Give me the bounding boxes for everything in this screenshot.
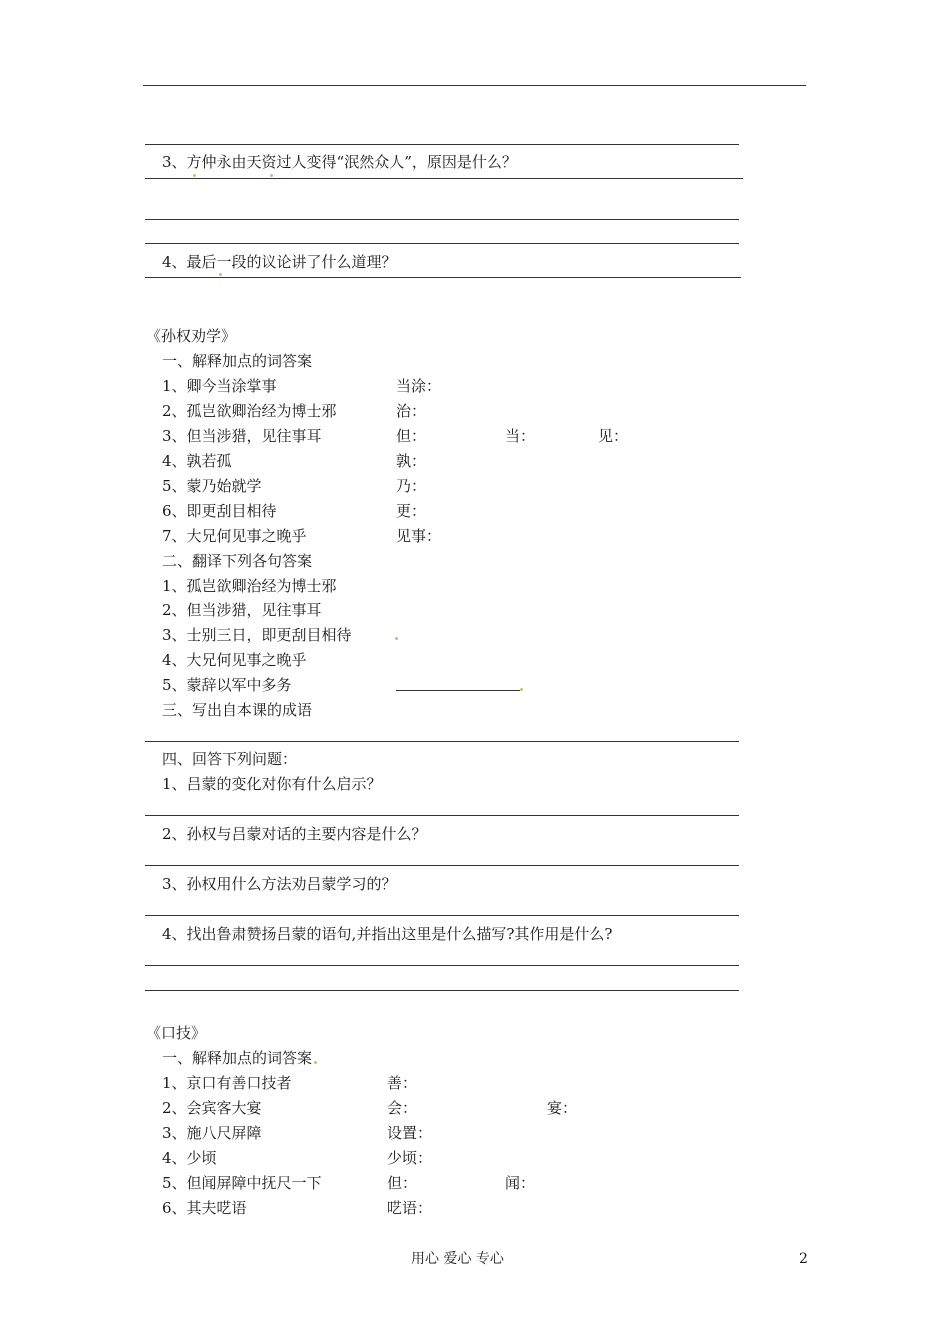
vocab-answer-label: 见事： <box>396 527 442 545</box>
vocab-answer-label: 治： <box>396 402 427 420</box>
answer-line <box>145 965 739 966</box>
vocab-question: 2、会宾客大宴 <box>162 1099 262 1117</box>
section-title: 《孙权劝学》 <box>146 327 237 345</box>
vocab-answer-label: 宴： <box>547 1099 578 1117</box>
translate-item: 1、孤岂欲卿治经为博士邪 <box>162 577 337 595</box>
translate-item: 2、但当涉猎，见往事耳 <box>162 601 322 619</box>
vocab-question: 5、但闻屏障中抚尺一下 <box>162 1174 322 1192</box>
answer-line <box>145 815 739 816</box>
emphasis-dot <box>270 174 273 177</box>
answer-line <box>145 243 739 244</box>
vocab-question: 2、孤岂欲卿治经为博士邪 <box>162 402 337 420</box>
page-number: 2 <box>799 1251 808 1267</box>
section-title: 《口技》 <box>146 1024 207 1042</box>
vocab-question: 1、卿今当涂掌事 <box>162 377 277 395</box>
part4-heading: 四、回答下列问题： <box>162 750 298 768</box>
vocab-question: 6、其夫呓语 <box>162 1199 247 1217</box>
question: 3、孙权用什么方法劝吕蒙学习的？ <box>162 875 397 893</box>
emphasis-dot <box>314 1061 317 1064</box>
part2-heading: 二、翻译下列各句答案 <box>162 552 313 570</box>
vocab-question: 6、即更刮目相待 <box>162 502 277 520</box>
vocab-answer-label: 但： <box>387 1174 418 1192</box>
answer-line <box>145 178 743 179</box>
vocab-answer-label: 见： <box>598 427 629 445</box>
question: 4、找出鲁肃赞扬吕蒙的语句,并指出这里是什么描写?其作用是什么? <box>162 925 613 943</box>
vocab-answer-label: 善： <box>387 1074 418 1092</box>
question: 2、孙权与吕蒙对话的主要内容是什么？ <box>162 825 427 843</box>
footer-motto: 用心 爱心 专心 <box>411 1251 504 1267</box>
translate-item: 5、蒙辞以军中多务 <box>162 676 292 694</box>
answer-line <box>145 915 739 916</box>
part1-heading: 一、解释加点的词答案 <box>162 352 313 370</box>
translate-item: 4、大兄何见事之晚乎 <box>162 651 307 669</box>
vocab-answer-label: 乃： <box>396 477 427 495</box>
question: 1、吕蒙的变化对你有什么启示？ <box>162 775 382 793</box>
vocab-answer-label: 当涂： <box>396 377 442 395</box>
answer-line <box>145 741 739 742</box>
vocab-question: 5、蒙乃始就学 <box>162 477 262 495</box>
emphasis-dot <box>193 174 196 177</box>
vocab-answer-label: 会： <box>387 1099 418 1117</box>
translate-item: 3、士别三日，即更刮目相待 <box>162 626 352 644</box>
vocab-answer-label: 当： <box>505 427 536 445</box>
vocab-question: 4、少顷 <box>162 1149 217 1167</box>
part3-heading: 三、写出自本课的成语 <box>162 701 313 719</box>
vocab-question: 4、孰若孤 <box>162 452 232 470</box>
vocab-answer-label: 闻： <box>505 1174 536 1192</box>
vocab-answer-label: 更： <box>396 502 427 520</box>
vocab-question: 3、但当涉猎，见往事耳 <box>162 427 322 445</box>
vocab-answer-label: 设置： <box>387 1124 433 1142</box>
vocab-question: 3、施八尺屏障 <box>162 1124 262 1142</box>
emphasis-dot <box>219 273 222 276</box>
vocab-answer-label: 少顷： <box>387 1149 433 1167</box>
part1-heading: 一、解释加点的词答案 <box>162 1049 313 1067</box>
vocab-answer-label: 呓语： <box>387 1199 433 1217</box>
vocab-question: 7、大兄何见事之晚乎 <box>162 527 307 545</box>
vocab-answer-label: 但： <box>396 427 427 445</box>
answer-line <box>145 990 739 991</box>
vocab-question: 1、京口有善口技者 <box>162 1074 292 1092</box>
question-4: 4、最后一段的议论讲了什么道理？ <box>162 253 397 271</box>
answer-line <box>145 144 739 145</box>
answer-line <box>145 865 739 866</box>
question-3: 3、方仲永由天资过人变得“泯然众人”，原因是什么？ <box>162 153 517 171</box>
answer-line <box>145 277 741 278</box>
answer-line <box>145 219 739 220</box>
fill-blank-line <box>396 690 520 691</box>
emphasis-dot <box>395 637 398 640</box>
emphasis-dot <box>520 688 523 691</box>
vocab-answer-label: 孰： <box>396 452 427 470</box>
header-rule <box>143 85 806 86</box>
